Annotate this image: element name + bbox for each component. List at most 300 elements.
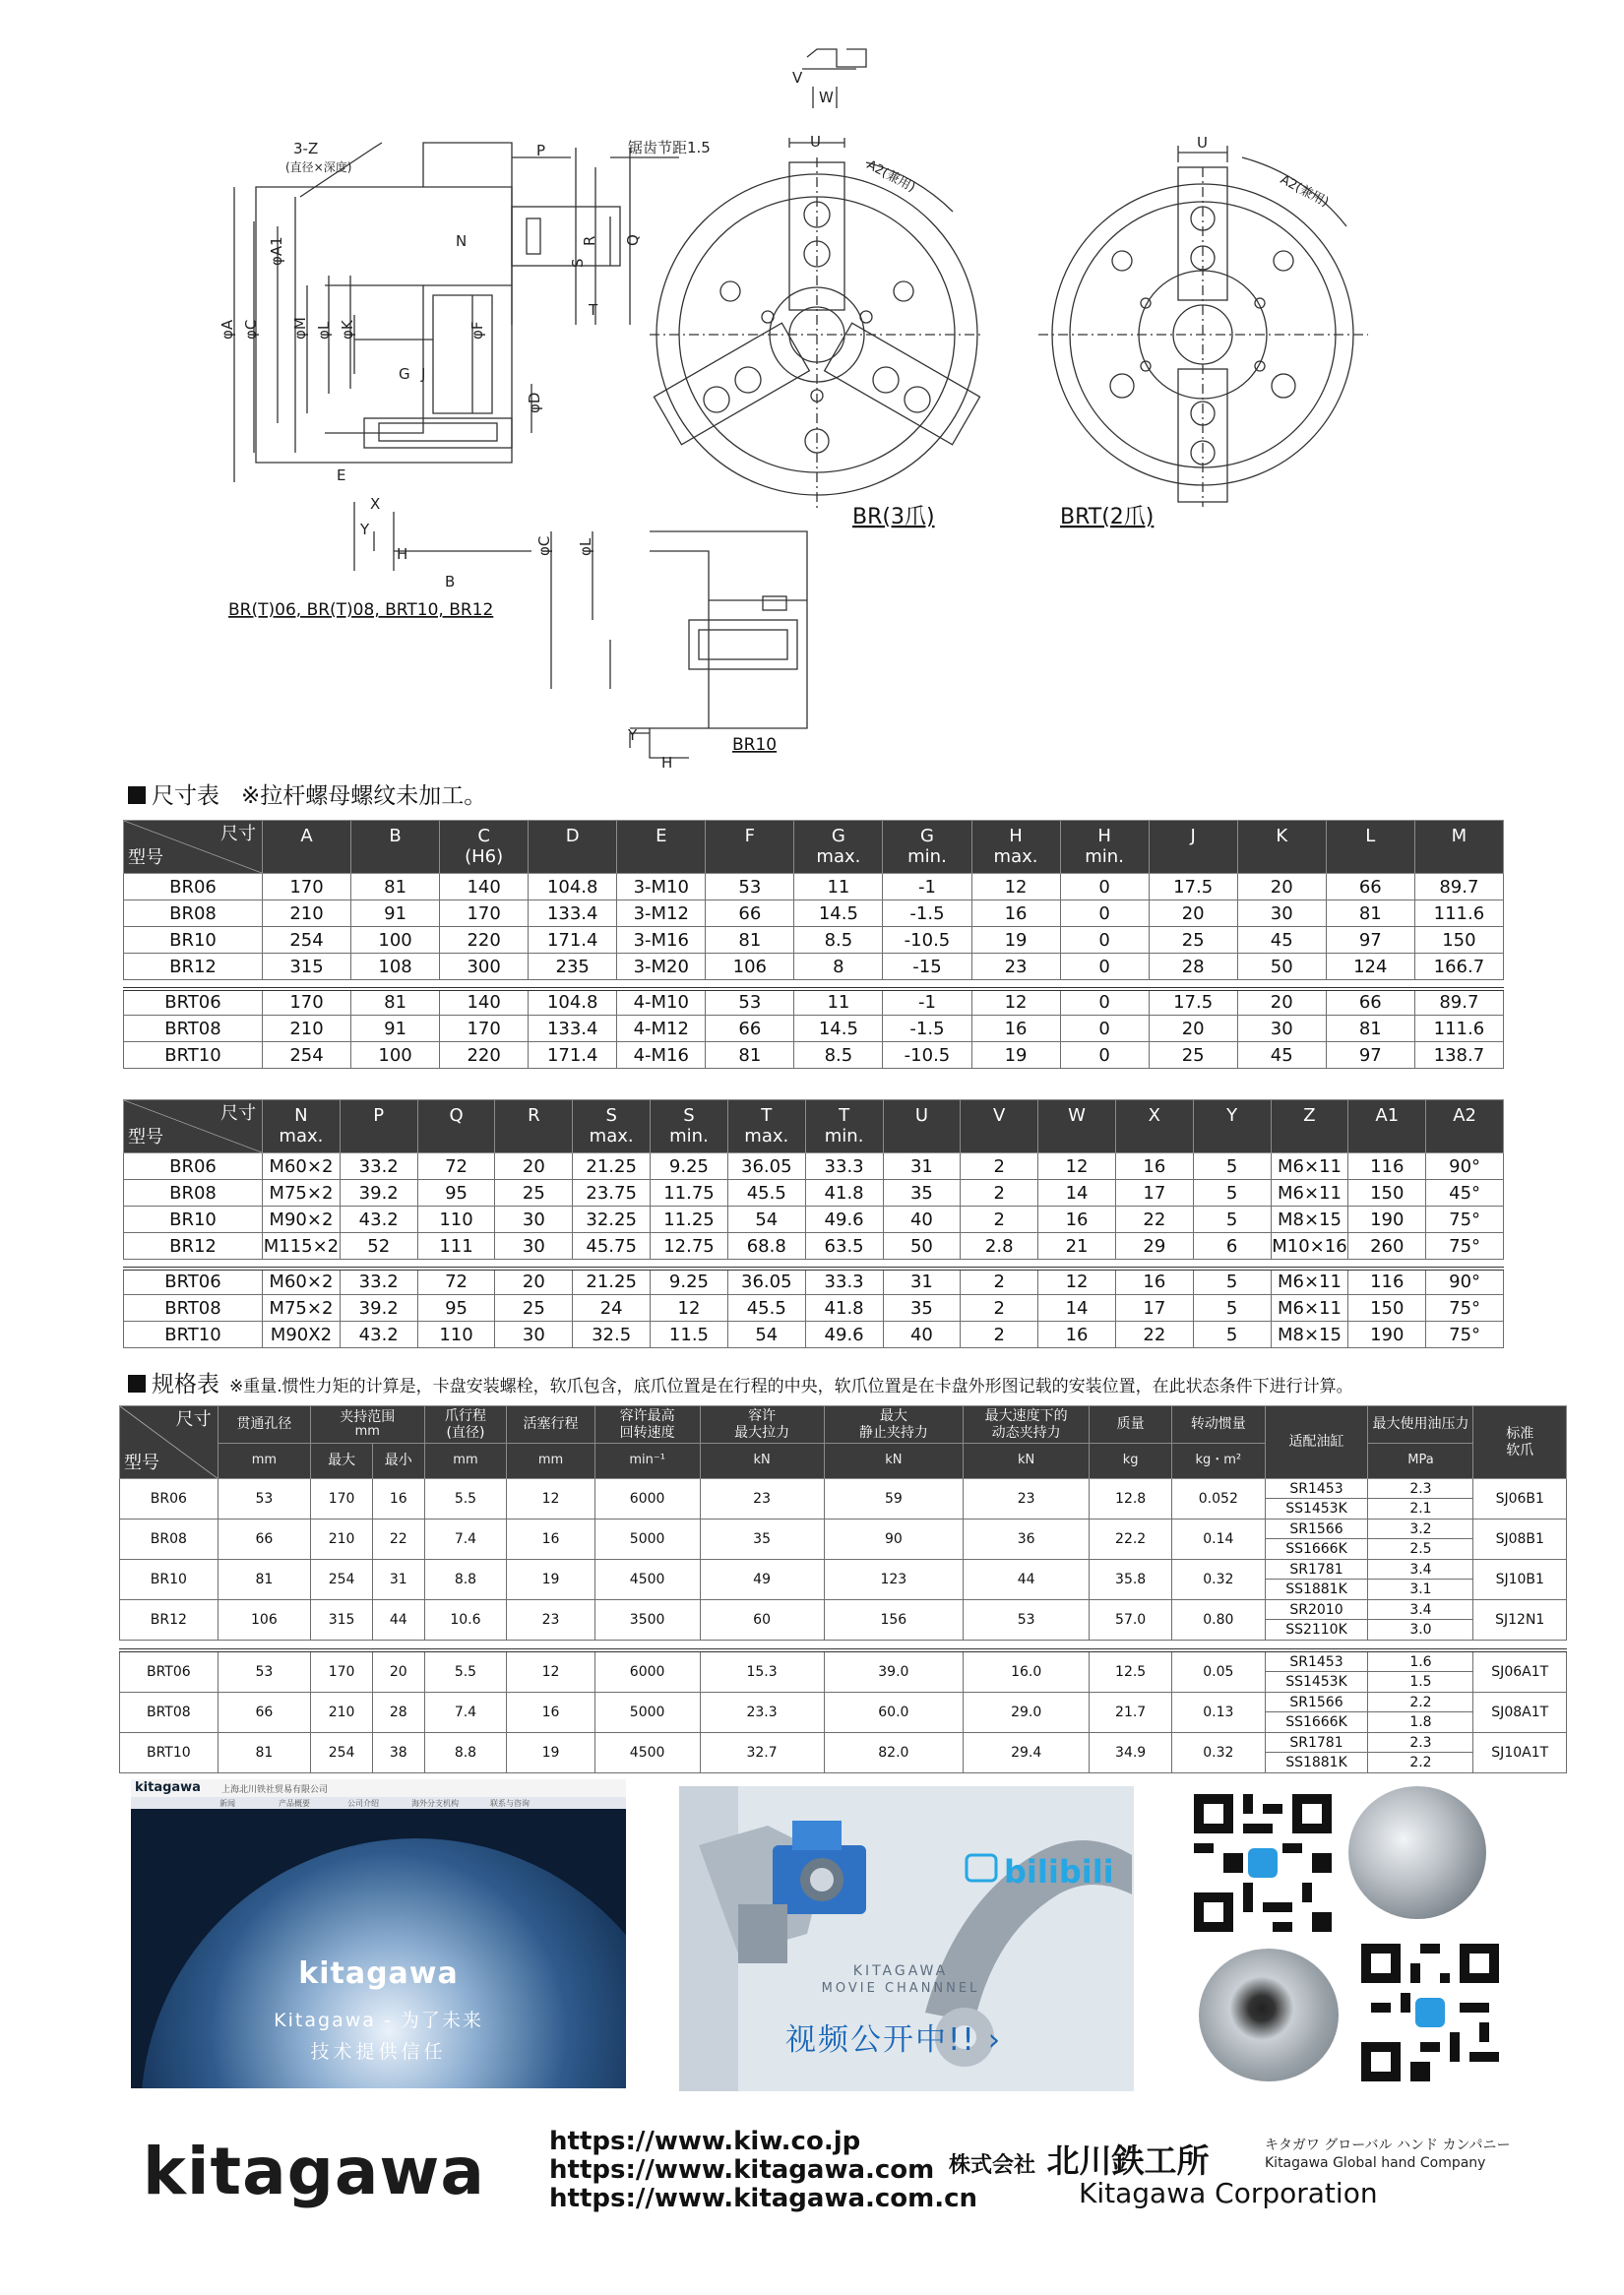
spec-cell-dynamic: 23 bbox=[964, 1479, 1090, 1520]
model-cell: BRT06 bbox=[124, 989, 263, 1016]
spec-h-bore: 贯通孔径 bbox=[218, 1406, 310, 1444]
value-cell: 6 bbox=[1193, 1233, 1271, 1260]
value-cell: M6×11 bbox=[1271, 1295, 1348, 1322]
value-cell: 75° bbox=[1426, 1233, 1504, 1260]
value-cell: 11 bbox=[794, 874, 883, 900]
value-cell: 9.25 bbox=[651, 1269, 728, 1295]
qr-code-website[interactable] bbox=[1361, 1944, 1499, 2081]
spec-cell-piston: 19 bbox=[507, 1560, 594, 1600]
col-header-w: W bbox=[1038, 1100, 1116, 1153]
value-cell: 45 bbox=[1237, 927, 1326, 954]
value-cell: 3-M16 bbox=[617, 927, 706, 954]
spec-cell-pull: 23 bbox=[700, 1479, 824, 1520]
value-cell: 32.5 bbox=[573, 1322, 651, 1348]
value-cell: 12 bbox=[971, 874, 1060, 900]
col-header-s: S max. bbox=[573, 1100, 651, 1153]
spec-cell-jaw: 5.5 bbox=[424, 1479, 507, 1520]
value-cell: 40 bbox=[883, 1207, 961, 1233]
label-serration: 锯齿节距1.5 bbox=[628, 139, 711, 156]
value-cell: 170 bbox=[440, 1016, 529, 1042]
value-cell: 2 bbox=[961, 1295, 1038, 1322]
value-cell: 72 bbox=[417, 1269, 495, 1295]
spec-cell-bore: 81 bbox=[218, 1560, 310, 1600]
model-cell: BR08 bbox=[124, 1180, 263, 1207]
model-cell: BR06 bbox=[124, 1153, 263, 1180]
spec-row bbox=[120, 1600, 1567, 1641]
promo-website-banner[interactable]: kitagawa 上海北川铁社贸易有限公司 新闻 产品概要 公司介绍 海外分支机构 联系与咨询 kitagawa Kitagawa - 为了未来 技术提供信任 bbox=[131, 1779, 626, 2088]
value-cell: 50 bbox=[883, 1233, 961, 1260]
site-header-bar: kitagawa 上海北川铁社贸易有限公司 bbox=[131, 1779, 626, 1797]
col-header-t: T min. bbox=[805, 1100, 883, 1153]
col-header-h: H max. bbox=[971, 821, 1060, 874]
promo-video-banner[interactable] bbox=[679, 1786, 1134, 2091]
value-cell: 31 bbox=[883, 1269, 961, 1295]
col-header-b: B bbox=[351, 821, 440, 874]
spec-cell-speed: 6000 bbox=[594, 1650, 700, 1693]
value-cell: 53 bbox=[706, 874, 794, 900]
value-cell: 39.2 bbox=[340, 1295, 417, 1322]
value-cell: 54 bbox=[727, 1322, 805, 1348]
value-cell: 30 bbox=[495, 1322, 573, 1348]
value-cell: 66 bbox=[1326, 989, 1414, 1016]
col-header-g: G max. bbox=[794, 821, 883, 874]
label-a2: A2(兼用) bbox=[864, 157, 918, 196]
value-cell: 235 bbox=[529, 954, 617, 980]
value-cell: 17 bbox=[1115, 1295, 1193, 1322]
value-cell: 24 bbox=[573, 1295, 651, 1322]
url-kitagawa-com[interactable]: https://www.kitagawa.com bbox=[549, 2155, 935, 2185]
value-cell: 53 bbox=[706, 989, 794, 1016]
table-row bbox=[124, 1153, 1504, 1180]
value-cell: -10.5 bbox=[883, 927, 971, 954]
value-cell: 16 bbox=[971, 1016, 1060, 1042]
square-bullet-icon bbox=[128, 1375, 146, 1393]
spec-cell-gmin: 22 bbox=[373, 1520, 424, 1560]
spec-cell-pressure: 2.3 2.1 bbox=[1368, 1479, 1473, 1520]
value-cell: 5 bbox=[1193, 1207, 1271, 1233]
site-logo: kitagawa bbox=[298, 1956, 459, 1991]
spec-cell-cylinder: SR1566 SS1666K bbox=[1265, 1520, 1368, 1560]
col-header-v: V bbox=[961, 1100, 1038, 1153]
spec-cell-piston: 12 bbox=[507, 1479, 594, 1520]
col-header-k: K bbox=[1237, 821, 1326, 874]
table-row bbox=[124, 989, 1504, 1016]
spec-cell-model: BR10 bbox=[120, 1560, 219, 1600]
table-row bbox=[124, 954, 1504, 980]
spec-cell-static: 123 bbox=[824, 1560, 964, 1600]
spec-cell-speed: 4500 bbox=[594, 1732, 700, 1772]
spec-h-inertia: 转动惯量 bbox=[1172, 1406, 1265, 1444]
value-cell: 90° bbox=[1426, 1269, 1504, 1295]
spec-row bbox=[120, 1692, 1567, 1732]
value-cell: 166.7 bbox=[1414, 954, 1503, 980]
col-header-d: D bbox=[529, 821, 617, 874]
value-cell: 33.2 bbox=[340, 1153, 417, 1180]
value-cell: 210 bbox=[263, 900, 351, 927]
spec-cell-gmax: 210 bbox=[311, 1520, 373, 1560]
spec-cell-piston: 19 bbox=[507, 1732, 594, 1772]
spec-h-mass: 质量 bbox=[1090, 1406, 1172, 1444]
value-cell: 111.6 bbox=[1414, 1016, 1503, 1042]
dim-table-part1 bbox=[123, 820, 1504, 1069]
label-h: H bbox=[397, 545, 408, 563]
value-cell: 33.2 bbox=[340, 1269, 417, 1295]
spec-cell-static: 39.0 bbox=[824, 1650, 964, 1693]
spec-cell-mass: 34.9 bbox=[1090, 1732, 1172, 1772]
spec-cell-piston: 16 bbox=[507, 1520, 594, 1560]
value-cell: 0 bbox=[1060, 1042, 1149, 1069]
value-cell: 2 bbox=[961, 1322, 1038, 1348]
value-cell: 300 bbox=[440, 954, 529, 980]
value-cell: 43.2 bbox=[340, 1207, 417, 1233]
spec-cell-inertia: 0.14 bbox=[1172, 1520, 1265, 1560]
col-header-x: X bbox=[1115, 1100, 1193, 1153]
spec-cell-gmin: 31 bbox=[373, 1560, 424, 1600]
value-cell: 21 bbox=[1038, 1233, 1116, 1260]
value-cell: 21.25 bbox=[573, 1269, 651, 1295]
value-cell: M115×2 bbox=[263, 1233, 341, 1260]
value-cell: 19 bbox=[971, 927, 1060, 954]
value-cell: 36.05 bbox=[727, 1269, 805, 1295]
spec-cell-pull: 32.7 bbox=[700, 1732, 824, 1772]
value-cell: 89.7 bbox=[1414, 989, 1503, 1016]
spec-cell-softjaw: SJ12N1 bbox=[1473, 1600, 1567, 1641]
spec-cell-cylinder: SR1566 SS1666K bbox=[1265, 1692, 1368, 1732]
spec-cell-pressure: 2.3 2.2 bbox=[1368, 1732, 1473, 1772]
value-cell: 315 bbox=[263, 954, 351, 980]
caption-br10: BR10 bbox=[732, 735, 778, 755]
spec-cell-pressure: 1.6 1.5 bbox=[1368, 1650, 1473, 1693]
value-cell: 49.6 bbox=[805, 1322, 883, 1348]
value-cell: 52 bbox=[340, 1233, 417, 1260]
value-cell: 11 bbox=[794, 989, 883, 1016]
label-p: P bbox=[536, 142, 546, 159]
spec-cell-pressure: 3.2 2.5 bbox=[1368, 1520, 1473, 1560]
value-cell: 14.5 bbox=[794, 1016, 883, 1042]
value-cell: 0 bbox=[1060, 1016, 1149, 1042]
col-header-c: C (H6) bbox=[440, 821, 529, 874]
spec-cell-bore: 106 bbox=[218, 1600, 310, 1641]
value-cell: 68.8 bbox=[727, 1233, 805, 1260]
value-cell: M75×2 bbox=[263, 1295, 341, 1322]
spec-h-grip: 夹持范围 mm bbox=[311, 1406, 424, 1444]
value-cell: 0 bbox=[1060, 989, 1149, 1016]
spec-h-pull: 容许 最大拉力 bbox=[700, 1406, 824, 1444]
dim-table-part1-header bbox=[124, 821, 1504, 874]
spec-cell-speed: 3500 bbox=[594, 1600, 700, 1641]
model-cell: BR10 bbox=[124, 1207, 263, 1233]
value-cell: 20 bbox=[1237, 989, 1326, 1016]
col-header-h: H min. bbox=[1060, 821, 1149, 874]
label-k: φK bbox=[339, 320, 356, 340]
value-cell: 49.6 bbox=[805, 1207, 883, 1233]
model-cell: BRT10 bbox=[124, 1042, 263, 1069]
label-l: φL bbox=[315, 321, 333, 340]
value-cell: 0 bbox=[1060, 954, 1149, 980]
model-cell: BRT08 bbox=[124, 1016, 263, 1042]
value-cell: 5 bbox=[1193, 1180, 1271, 1207]
spec-cell-bore: 53 bbox=[218, 1479, 310, 1520]
value-cell: 11.75 bbox=[651, 1180, 728, 1207]
model-cell: BRT10 bbox=[124, 1322, 263, 1348]
model-cell: BR06 bbox=[124, 874, 263, 900]
spec-cell-jaw: 7.4 bbox=[424, 1520, 507, 1560]
value-cell: 2.8 bbox=[961, 1233, 1038, 1260]
value-cell: 133.4 bbox=[529, 1016, 617, 1042]
spec-row bbox=[120, 1650, 1567, 1693]
value-cell: 3-M12 bbox=[617, 900, 706, 927]
value-cell: 23.75 bbox=[573, 1180, 651, 1207]
value-cell: 30 bbox=[1237, 1016, 1326, 1042]
spec-cell-static: 156 bbox=[824, 1600, 964, 1641]
spec-cell-inertia: 0.05 bbox=[1172, 1650, 1265, 1693]
value-cell: 150 bbox=[1414, 927, 1503, 954]
value-cell: 81 bbox=[351, 989, 440, 1016]
spec-cell-speed: 4500 bbox=[594, 1560, 700, 1600]
spec-cell-softjaw: SJ08B1 bbox=[1473, 1520, 1567, 1560]
spec-cell-model: BR12 bbox=[120, 1600, 219, 1641]
label-n: N bbox=[456, 232, 468, 250]
table-row bbox=[124, 1016, 1504, 1042]
spec-table-note: ※重量.惯性力矩的计算是，卡盘安装螺栓，软爪包含，底爪位置是在行程的中央，软爪位置是在卡盘外形图记载的安装位置，在此状态条件下进行计算。 bbox=[229, 1377, 1353, 1396]
col-header-p: P bbox=[340, 1100, 417, 1153]
value-cell: 12.75 bbox=[651, 1233, 728, 1260]
col-header-a: A bbox=[263, 821, 351, 874]
spec-h-static: 最大 静止夹持力 bbox=[824, 1406, 964, 1444]
value-cell: 39.2 bbox=[340, 1180, 417, 1207]
table-row bbox=[124, 1207, 1504, 1233]
spec-h-softjaw: 标准 软爪 bbox=[1473, 1406, 1567, 1479]
value-cell: 170 bbox=[440, 900, 529, 927]
spec-cell-gmin: 38 bbox=[373, 1732, 424, 1772]
spec-cell-speed: 5000 bbox=[594, 1692, 700, 1732]
value-cell: 254 bbox=[263, 1042, 351, 1069]
spec-cell-bore: 81 bbox=[218, 1732, 310, 1772]
value-cell: M90×2 bbox=[263, 1207, 341, 1233]
value-cell: 81 bbox=[351, 874, 440, 900]
value-cell: 220 bbox=[440, 1042, 529, 1069]
caption-br3: BR(3爪) bbox=[852, 505, 935, 529]
value-cell: -10.5 bbox=[883, 1042, 971, 1069]
col-header-f: F bbox=[706, 821, 794, 874]
value-cell: 97 bbox=[1326, 1042, 1414, 1069]
table-row bbox=[124, 1322, 1504, 1348]
spec-cell-softjaw: SJ06A1T bbox=[1473, 1650, 1567, 1693]
spec-cell-dynamic: 53 bbox=[964, 1600, 1090, 1641]
value-cell: 140 bbox=[440, 874, 529, 900]
spec-cell-softjaw: SJ10A1T bbox=[1473, 1732, 1567, 1772]
label-h2: H bbox=[661, 754, 673, 768]
value-cell: M60×2 bbox=[263, 1153, 341, 1180]
value-cell: 14 bbox=[1038, 1180, 1116, 1207]
value-cell: 14 bbox=[1038, 1295, 1116, 1322]
spec-cell-pressure: 2.2 1.8 bbox=[1368, 1692, 1473, 1732]
value-cell: M60×2 bbox=[263, 1269, 341, 1295]
value-cell: 4-M10 bbox=[617, 989, 706, 1016]
spec-cell-static: 59 bbox=[824, 1479, 964, 1520]
value-cell: 220 bbox=[440, 927, 529, 954]
value-cell: 35 bbox=[883, 1295, 961, 1322]
value-cell: 100 bbox=[351, 1042, 440, 1069]
footer-global-hand: キタガワ グローバル ハンド カンパニー Kitagawa Global hand Company bbox=[1265, 2138, 1511, 2171]
table-row bbox=[124, 1269, 1504, 1295]
value-cell: 170 bbox=[263, 989, 351, 1016]
value-cell: 63.5 bbox=[805, 1233, 883, 1260]
col-header-r: R bbox=[495, 1100, 573, 1153]
value-cell: 45° bbox=[1426, 1180, 1504, 1207]
value-cell: -1.5 bbox=[883, 1016, 971, 1042]
value-cell: 254 bbox=[263, 927, 351, 954]
value-cell: 12 bbox=[651, 1295, 728, 1322]
spec-cell-model: BRT06 bbox=[120, 1650, 219, 1693]
spec-cell-model: BRT08 bbox=[120, 1692, 219, 1732]
footer-kitagawa-logo: kitagawa bbox=[143, 2134, 485, 2209]
spec-cell-gmax: 170 bbox=[311, 1479, 373, 1520]
value-cell: 171.4 bbox=[529, 1042, 617, 1069]
value-cell: 4-M12 bbox=[617, 1016, 706, 1042]
value-cell: 111 bbox=[417, 1233, 495, 1260]
value-cell: 41.8 bbox=[805, 1295, 883, 1322]
spec-row bbox=[120, 1520, 1567, 1560]
label-q: Q bbox=[624, 234, 642, 246]
value-cell: 124 bbox=[1326, 954, 1414, 980]
spec-cell-jaw: 8.8 bbox=[424, 1560, 507, 1600]
value-cell: 25 bbox=[1149, 1042, 1237, 1069]
model-cell: BR12 bbox=[124, 1233, 263, 1260]
url-kiw[interactable]: https://www.kiw.co.jp bbox=[549, 2127, 861, 2156]
video-cta[interactable]: 视频公开中!! › bbox=[785, 2022, 1003, 2058]
value-cell: 150 bbox=[1348, 1180, 1426, 1207]
value-cell: 50 bbox=[1237, 954, 1326, 980]
value-cell: M6×11 bbox=[1271, 1180, 1348, 1207]
spec-cell-pull: 15.3 bbox=[700, 1650, 824, 1693]
value-cell: 3-M20 bbox=[617, 954, 706, 980]
spec-h-speed: 容许最高 回转速度 bbox=[594, 1406, 700, 1444]
value-cell: 36.05 bbox=[727, 1153, 805, 1180]
value-cell: 2 bbox=[961, 1180, 1038, 1207]
spec-cell-pull: 49 bbox=[700, 1560, 824, 1600]
spec-cell-inertia: 0.052 bbox=[1172, 1479, 1265, 1520]
footer-urls bbox=[549, 2128, 977, 2213]
table-row bbox=[124, 1042, 1504, 1069]
label-d: φD bbox=[526, 392, 543, 413]
col-header-j: J bbox=[1149, 821, 1237, 874]
value-cell: 19 bbox=[971, 1042, 1060, 1069]
value-cell: 116 bbox=[1348, 1153, 1426, 1180]
value-cell: 171.4 bbox=[529, 927, 617, 954]
label-a1: φA1 bbox=[268, 236, 285, 266]
value-cell: 66 bbox=[706, 900, 794, 927]
spec-table: 尺寸 型号 贯通孔径 夹持范围 mm 爪行程 (直径) 活塞行程 容许最高 回转速度 容许 最大拉力 最大 静止夹持力 最大速度下的 动态夹持力 质量 转动惯量 适配油缸 最大使用油压力 标准 软爪 mm 最大 最小 mm mm min⁻¹ kN kN kN kg kg・m² MPa BR06 53 170 16 5.5 12 6000 23 59 23 12.8 0.052 SR1453 SS1453K 2.3 2.1 SJ06B1 BR08 66 210 22 7.4 16 5000 35 90 36 22.2 0.14 SR1566 SS1666K 3.2 2.5 SJ08B1 BR10 81 254 31 8.8 19 4500 49 123 44 35.8 0.32 SR1781 SS1881K 3.4 3.1 SJ10B1 BR12 106 315 44 10.6 23 3500 60 156 53 57.0 0.80 SR2010 SS2110K 3.4 3.0 SJ12N1 BRT06 53 170 20 5.5 12 6000 15.3 39.0 16.0 12.5 0.05 SR1453 SS1453K 1.6 1.5 SJ06A1T BRT08 66 210 28 7.4 16 5000 23.3 60.0 29.0 21.7 0.13 SR1566 SS1666K 2.2 1.8 SJ08A1T BRT10 81 254 38 8.8 19 4500 32.7 82.0 29.4 34.9 0.32 SR1781 SS1881K 2.3 2.2 SJ10A1T bbox=[119, 1405, 1567, 1773]
value-cell: M8×15 bbox=[1271, 1322, 1348, 1348]
value-cell: 190 bbox=[1348, 1322, 1426, 1348]
value-cell: 30 bbox=[495, 1233, 573, 1260]
label-c2: φC bbox=[535, 535, 553, 556]
value-cell: 14.5 bbox=[794, 900, 883, 927]
spec-cell-gmin: 44 bbox=[373, 1600, 424, 1641]
spec-cell-mass: 21.7 bbox=[1090, 1692, 1172, 1732]
product-photo-3jaw-chuck bbox=[1348, 1786, 1486, 1919]
value-cell: 33.3 bbox=[805, 1269, 883, 1295]
spec-cell-gmax: 315 bbox=[311, 1600, 373, 1641]
value-cell: 110 bbox=[417, 1207, 495, 1233]
spec-cell-gmin: 28 bbox=[373, 1692, 424, 1732]
table-corner-cell: 尺寸 型号 bbox=[124, 1100, 263, 1153]
value-cell: 5 bbox=[1193, 1322, 1271, 1348]
spec-row bbox=[120, 1732, 1567, 1772]
spec-h-jaw-stroke: 爪行程 (直径) bbox=[424, 1406, 507, 1444]
qr-code-bilibili[interactable] bbox=[1194, 1794, 1332, 1932]
spec-cell-inertia: 0.13 bbox=[1172, 1692, 1265, 1732]
spec-cell-jaw: 10.6 bbox=[424, 1600, 507, 1641]
value-cell: 45 bbox=[1237, 1042, 1326, 1069]
spec-cell-softjaw: SJ06B1 bbox=[1473, 1479, 1567, 1520]
value-cell: 2 bbox=[961, 1153, 1038, 1180]
col-header-e: E bbox=[617, 821, 706, 874]
spec-cell-piston: 23 bbox=[507, 1600, 594, 1641]
spec-cell-mass: 22.2 bbox=[1090, 1520, 1172, 1560]
value-cell: -1 bbox=[883, 874, 971, 900]
spec-cell-pressure: 3.4 3.0 bbox=[1368, 1600, 1473, 1641]
spec-cell-speed: 6000 bbox=[594, 1479, 700, 1520]
value-cell: 140 bbox=[440, 989, 529, 1016]
value-cell: 11.5 bbox=[651, 1322, 728, 1348]
model-cell: BR10 bbox=[124, 927, 263, 954]
spec-cell-gmin: 20 bbox=[373, 1650, 424, 1693]
label-j: J bbox=[421, 365, 426, 383]
label-z: 3-Z bbox=[293, 140, 319, 157]
value-cell: 28 bbox=[1149, 954, 1237, 980]
label-e: E bbox=[337, 466, 346, 484]
spec-h-cyl: 适配油缸 bbox=[1265, 1406, 1368, 1479]
label-v: V bbox=[792, 69, 803, 87]
value-cell: 41.8 bbox=[805, 1180, 883, 1207]
value-cell: 5 bbox=[1193, 1269, 1271, 1295]
value-cell: 97 bbox=[1326, 927, 1414, 954]
value-cell: 8.5 bbox=[794, 927, 883, 954]
value-cell: 22 bbox=[1115, 1322, 1193, 1348]
value-cell: 106 bbox=[706, 954, 794, 980]
table-row bbox=[124, 1233, 1504, 1260]
value-cell: 110 bbox=[417, 1322, 495, 1348]
value-cell: 81 bbox=[1326, 900, 1414, 927]
value-cell: 100 bbox=[351, 927, 440, 954]
table-row bbox=[124, 900, 1504, 927]
value-cell: 75° bbox=[1426, 1322, 1504, 1348]
spec-cell-piston: 12 bbox=[507, 1650, 594, 1693]
value-cell: 16 bbox=[1115, 1269, 1193, 1295]
value-cell: 170 bbox=[263, 874, 351, 900]
spec-cell-cylinder: SR1781 SS1881K bbox=[1265, 1560, 1368, 1600]
model-cell: BRT06 bbox=[124, 1269, 263, 1295]
col-header-g: G min. bbox=[883, 821, 971, 874]
label-f: φF bbox=[468, 321, 486, 340]
value-cell: 11.25 bbox=[651, 1207, 728, 1233]
side-jaw bbox=[423, 143, 512, 325]
label-t: T bbox=[589, 301, 598, 319]
spec-cell-gmax: 210 bbox=[311, 1692, 373, 1732]
url-kitagawa-cn[interactable]: https://www.kitagawa.com.cn bbox=[549, 2184, 978, 2213]
value-cell: 2 bbox=[961, 1207, 1038, 1233]
value-cell: 35 bbox=[883, 1180, 961, 1207]
spec-cell-gmin: 16 bbox=[373, 1479, 424, 1520]
value-cell: 20 bbox=[1149, 900, 1237, 927]
label-g: G bbox=[399, 365, 410, 383]
spec-cell-jaw: 5.5 bbox=[424, 1650, 507, 1693]
value-cell: 16 bbox=[1038, 1207, 1116, 1233]
value-cell: 45.5 bbox=[727, 1295, 805, 1322]
value-cell: 9.25 bbox=[651, 1153, 728, 1180]
